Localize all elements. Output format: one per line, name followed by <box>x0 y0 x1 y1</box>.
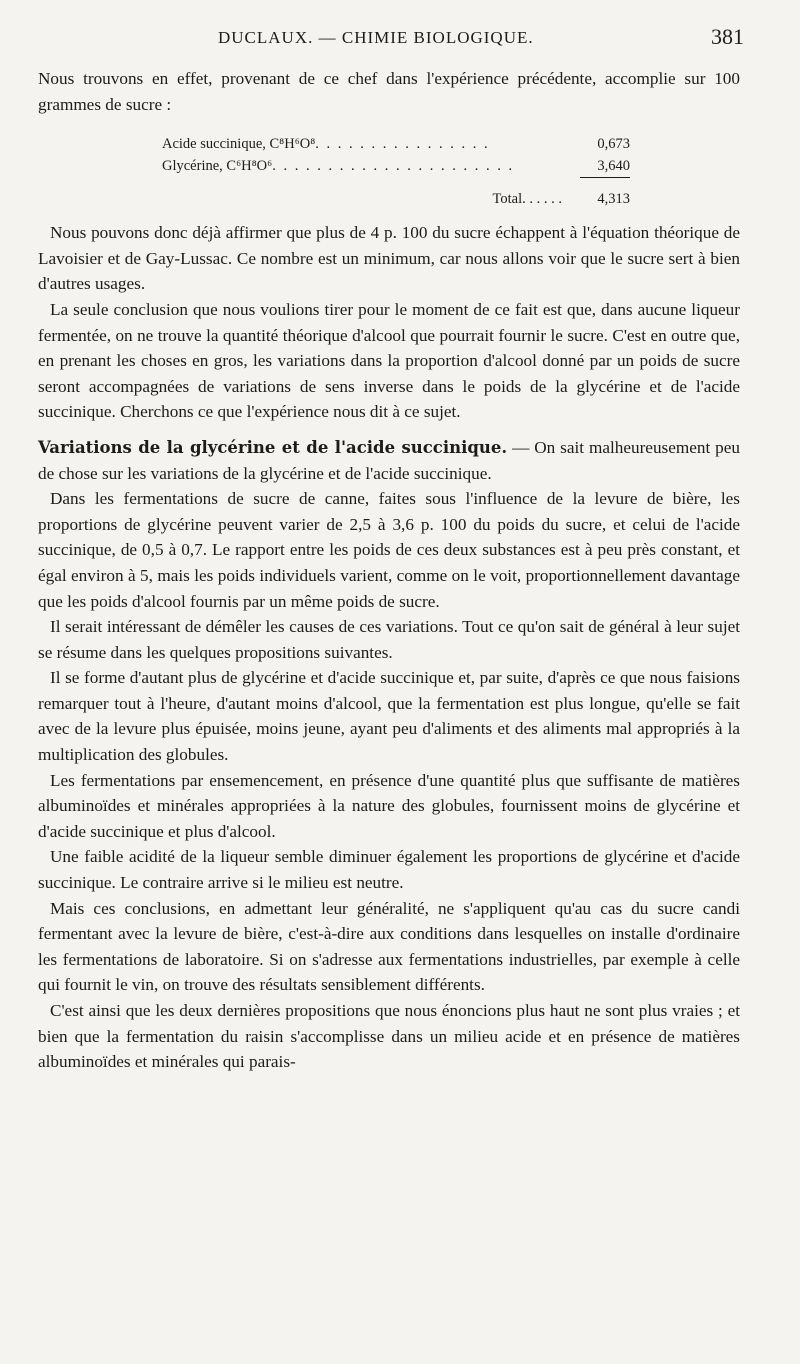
section-lead: — On sait malheureusement peu de chose sur les variations de la glycérine et de l'acide succinique. <box>38 437 740 483</box>
paragraph: Nous pouvons donc déjà affirmer que plus de 4 p. 100 du sucre échappent à l'équation théorique de Lavoisier et de Gay-Lussac. Ce nombre est un minimum, car nous allons voir que le sucre sert à bien d'autres usages. <box>38 223 740 294</box>
section-heading: Variations de la glycérine et de l'acide succinique. <box>38 437 508 457</box>
total-row <box>162 178 630 211</box>
table-row <box>162 133 630 155</box>
paragraph: Il se forme d'autant plus de glycérine et d'acide succinique et, par suite, d'après ce que nous faisions remarquer tout à l'heure, d'autant moins d'alcool, que la fermentation est plus longue, qu'elle se fait avec de la levure plus épuisée, moins jeune, ayant peu d'aliments et des aliments mal appropriés à la multiplication des globules. <box>38 668 740 765</box>
leader-dots: . . . . . . . . . . . . . . . . . . . . . . <box>272 158 515 175</box>
paragraph: Mais ces conclusions, en admettant leur généralité, ne s'appliquent qu'au cas du sucre candi fermentant avec la levure de bière, c'est-à-dire aux conditions dans lesquelles on installe d'ordinaire les fermentations de laboratoire. Si on s'adresse aux fermentations industrielles, par exemple à celle qui fournit le vin, on trouve des résultats sensiblement différents. <box>38 898 740 995</box>
total-label: Total. . . . . . <box>492 190 562 207</box>
table-row <box>162 155 630 178</box>
leader-dots: . . . . . . . . . . . . . . . . <box>315 136 490 153</box>
row-value: 3,640 <box>597 158 630 175</box>
running-title: DUCLAUX. — CHIMIE BIOLOGIQUE. <box>218 28 534 47</box>
section-paragraph <box>38 435 740 486</box>
paragraph: Les fermentations par ensemencement, en présence d'une quantité plus que suffisante de matières albuminoïdes et minérales appropriées à la nature des globules, fournissent moins de glycérine et d'acide succinique et plus d'alcool. <box>38 770 740 841</box>
page-number: 381 <box>711 24 744 49</box>
total-value: 4,313 <box>580 178 630 211</box>
paragraph: C'est ainsi que les deux dernières propositions que nous énoncions plus haut ne sont plus vraies ; et bien que la fermentation du raisin s'accomplisse dans un milieu acide et en présence de matières albuminoïdes et minérales qui parais- <box>38 1001 740 1072</box>
row-label: Glycérine, C⁶H⁸O⁶ <box>162 158 273 175</box>
page-header <box>40 24 744 52</box>
paragraph: La seule conclusion que nous voulions tirer pour le moment de ce fait est que, dans aucune liqueur fermentée, on ne trouve la quantité théorique d'alcool que pourrait fournir le sucre. C'est en outre que, en prenant les choses en gros, les variations dans la proportion d'alcool donné par un poids de sucre seront accompagnées de variations de sens inverse dans le poids de la glycérine et de l'acide succinique. Cherchons ce que l'expérience nous dit à ce sujet. <box>38 299 740 422</box>
paragraph: Dans les fermentations de sucre de canne, faites sous l'influence de la levure de bière, les proportions de glycérine peuvent varier de 2,5 à 3,6 p. 100 du poids du sucre, et celui de l'acide succinique, de 0,5 à 0,7. Le rapport entre les poids de ces deux substances est à peu près constant, et égal environ à 5, mais les poids individuels varient, comme on le voit, proportionnellement davantage que les poids d'alcool fournis par un même poids de sucre. <box>38 489 740 611</box>
row-label: Acide succinique, C⁸H⁶O⁸ <box>162 136 316 153</box>
intro-paragraph: Nous trouvons en effet, provenant de ce chef dans l'expérience précédente, accomplie sur 100 grammes de sucre : <box>38 69 740 114</box>
paragraph: Une faible acidité de la liqueur semble diminuer également les proportions de glycérine et d'acide succinique. Le contraire arrive si le milieu est neutre. <box>38 847 740 893</box>
page-body <box>38 66 740 1075</box>
row-value: 0,673 <box>597 136 630 153</box>
composition-table <box>162 133 630 210</box>
paragraph: Il serait intéressant de démêler les causes de ces variations. Tout ce qu'on sait de général à leur sujet se résume dans les quelques propositions suivantes. <box>38 617 740 662</box>
